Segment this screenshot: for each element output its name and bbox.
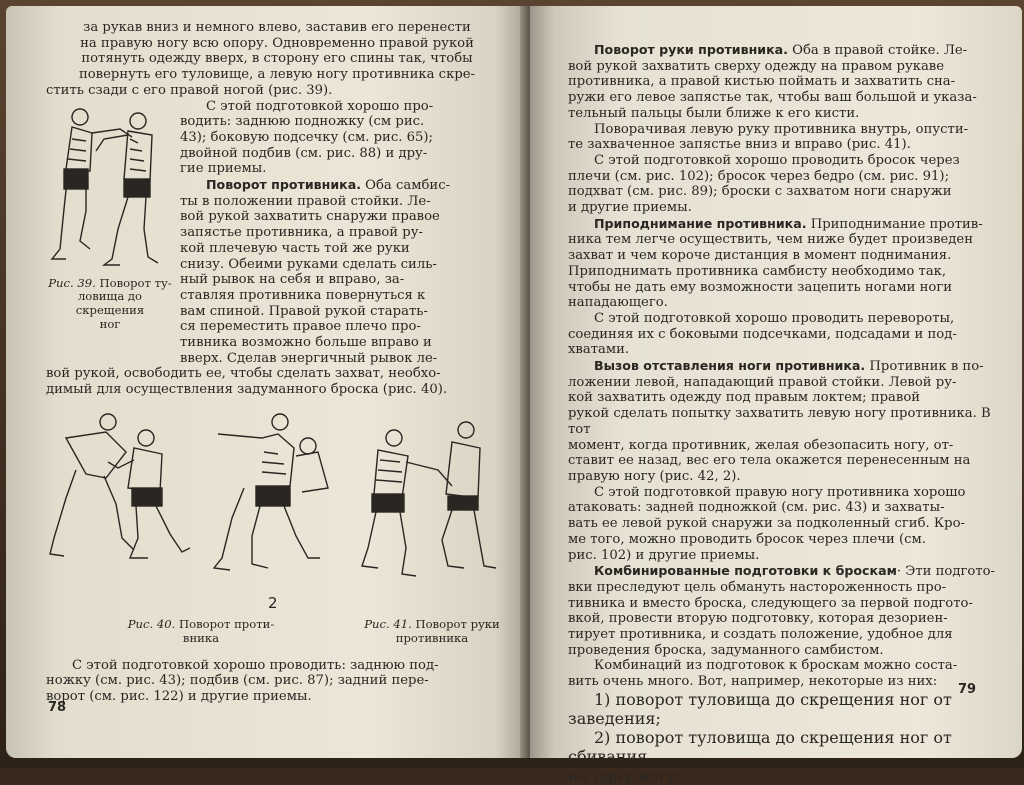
- text-line: димый для осуществления задуманного броска (рис. 40).: [46, 382, 448, 398]
- paragraph: [568, 311, 1004, 358]
- text-line: кой плечевую часть той же руки: [180, 240, 410, 256]
- paragraph: [568, 122, 1004, 153]
- figure-39-block: [46, 99, 508, 367]
- text-line: ты в положении правой стойки. Ле-: [180, 193, 431, 209]
- text-line: С этой подготовкой правую ногу противника хорошо: [594, 484, 966, 500]
- section-title: Вызов отставления ноги противника.: [594, 358, 866, 374]
- text-line: снизу. Обеими руками сделать силь-: [180, 256, 437, 272]
- text-line: нападающего.: [568, 295, 668, 311]
- text-line: ружи его левое запястье так, чтобы ваш большой и указа-: [568, 90, 977, 106]
- figure-39-illustration: [46, 99, 174, 277]
- caption-text: противника: [395, 630, 469, 645]
- list-item: 1) поворот туловища до скрещения ног от заведения;: [568, 689, 952, 728]
- paragraph-leg-withdrawal: [568, 358, 1004, 485]
- text-line: хватами.: [568, 342, 630, 358]
- text-line: захват и чем короче дистанция в момент поднимания.: [568, 248, 952, 264]
- figure-41-illustration: [356, 408, 508, 616]
- figure-40-41-captions: [46, 618, 508, 646]
- text-line: Комбинаций из подготовок к броскам можно соста-: [594, 658, 958, 674]
- section-heading-line: [568, 563, 1004, 580]
- text-line: на правую ногу всю опору. Одновременно правой рукой: [80, 35, 474, 51]
- section-heading-line: [568, 358, 1004, 375]
- text-line: ставит ее назад, вес его тела окажется перенесенным на: [568, 453, 971, 469]
- left-bottom-paragraph: [46, 658, 508, 705]
- text-line: рис. 102) и другие приемы.: [568, 547, 760, 563]
- text-line: ножку (см. рис. 43); подбив (см. рис. 87); задний пере-: [46, 673, 429, 689]
- text-line: те захваченное запястье вниз и вправо (рис. 41).: [568, 137, 911, 153]
- text-line: атаковать: задней подножкой (см. рис. 43) и захваты-: [568, 500, 945, 516]
- text-line: вой рукой захватить сверху одежду на правом рукаве: [568, 58, 945, 74]
- text-line: правую ногу (рис. 42, 2).: [568, 468, 741, 484]
- text-line: тирует противника, и создать положение, удобное для: [568, 627, 953, 643]
- caption-text: Поворот ту-: [95, 275, 172, 290]
- section-title: Поворот руки противника.: [594, 42, 788, 57]
- caption-number: Рис. 39.: [48, 275, 96, 290]
- caption-text: Поворот проти-: [175, 616, 275, 631]
- caption-text: вника: [182, 630, 220, 645]
- text-line: ника тем легче осуществить, чем ниже будет произведен: [568, 232, 974, 248]
- page-number: 78: [48, 700, 67, 715]
- paragraph-lifting: [568, 216, 1004, 311]
- caption-text: ног: [99, 317, 121, 332]
- page-number: 79: [958, 682, 977, 697]
- text-line: ложении левой, нападающий правой стойки. Левой ру-: [568, 374, 957, 390]
- text-line: вить очень много. Вот, например, некоторые из них:: [568, 674, 938, 690]
- caption-number: Рис. 40.: [127, 616, 176, 631]
- text-run: Оба самбис-: [360, 178, 451, 194]
- text-line: ся переместить правое плечо про-: [180, 319, 421, 335]
- text-line: С этой подготовкой хорошо проводить: заднюю под-: [72, 657, 439, 673]
- section-heading-line: [568, 216, 1004, 233]
- text-line: Поворачивая левую руку противника внутрь, опусти-: [594, 121, 969, 137]
- wrapped-text-column: [174, 99, 508, 367]
- text-line: проведения броска, задуманного самбистом.: [568, 642, 884, 658]
- figures-40-41: [46, 408, 508, 616]
- text-line: кой захватить одежду под правым локтем; правой: [568, 390, 921, 406]
- text-line: вать ее левой рукой снаружи за подколенный сгиб. Кро-: [568, 516, 965, 532]
- section-title: Приподнимание противника.: [594, 215, 807, 231]
- text-line: тельный пальцы были ближе к его кисти.: [568, 105, 860, 121]
- combinations-list: [568, 690, 1004, 785]
- text-line: ный рывок на себя и вправо, за-: [180, 272, 405, 288]
- section-title: Поворот противника.: [206, 177, 361, 193]
- text-line: С этой подготовкой хорошо проводить перевороты,: [594, 310, 955, 326]
- text-line: вки преследуют цель обмануть настороженность про-: [568, 579, 947, 595]
- text-line: вам спиной. Правой рукой старать-: [180, 303, 428, 319]
- text-line: подхват (см. рис. 89); броски с захватом ноги снаружи: [568, 184, 952, 200]
- list-item: 2) поворот туловища до скрещения ног от сбивания: [568, 727, 952, 766]
- text-line: вверх. Сделав энергичный рывок ле-: [180, 350, 438, 366]
- section-heading-line: [180, 177, 508, 194]
- paragraph-arm-turn: [568, 42, 1004, 122]
- right-page: [530, 6, 1022, 785]
- text-line: соединяя их с боковыми подсечками, подсадами и под-: [568, 326, 957, 342]
- text-line: потянуть одежду вверх, в сторону его спины так, чтобы: [81, 51, 473, 67]
- text-line: водить: заднюю подножку (см рис.: [180, 114, 425, 130]
- text-line: двойной подбив (см. рис. 88) и дру-: [180, 145, 428, 161]
- list-item: на одну ногу;: [568, 765, 682, 785]
- text-line: 43); боковую подсечку (см. рис. 65);: [180, 129, 433, 145]
- text-line: вой рукой, освободить ее, чтобы сделать захват, необхо-: [46, 366, 441, 382]
- text-line: ставляя противника повернуться к: [180, 287, 426, 303]
- paragraph: [568, 485, 1004, 564]
- text-line: противника, а правой кистью поймать и захватить сна-: [568, 74, 956, 90]
- figure-40-caption: [46, 618, 356, 646]
- text-line: вой рукой захватить снаружи правое: [180, 209, 440, 225]
- caption-text: Поворот руки: [411, 616, 500, 631]
- text-line: гие приемы.: [180, 161, 267, 177]
- text-line: запястье противника, а правой ру-: [180, 225, 423, 241]
- text-run: Оба в правой стойке. Ле-: [787, 43, 968, 58]
- text-run: · Эти подгото-: [896, 564, 996, 580]
- figure-40-label-2: 2: [268, 593, 278, 612]
- figure-39-caption: [46, 277, 174, 333]
- figure-39: [46, 99, 174, 367]
- left-page: [6, 6, 526, 758]
- paragraph-combined-preparations: [568, 563, 1004, 658]
- caption-text: ловища до скрещения: [75, 289, 145, 318]
- text-run: Противник в по-: [865, 359, 984, 375]
- caption-number: Рис. 41.: [364, 616, 412, 631]
- section-title: Комбинированные подготовки к броскам: [594, 563, 897, 579]
- text-line: ворот (см. рис. 122) и другие приемы.: [46, 689, 312, 705]
- paragraph: [568, 153, 1004, 216]
- text-line: чтобы не дать ему возможности зацепить ногами ноги: [568, 279, 953, 295]
- figure-40-illustration: [46, 408, 356, 616]
- text-line: за рукав вниз и немного влево, заставив его перенести: [83, 20, 471, 35]
- text-line: тивника возможно больше вправо и: [180, 335, 432, 351]
- text-line: и другие приемы.: [568, 200, 692, 216]
- text-line: повернуть его туловище, а левую ногу противника скре-: [78, 67, 476, 83]
- text-line: С этой подготовкой хорошо проводить бросок через: [594, 152, 960, 168]
- text-run: Приподнимание против-: [806, 216, 983, 232]
- text-line: момент, когда противник, желая обезопасить ногу, от-: [568, 437, 954, 453]
- figure-41-caption: [356, 618, 508, 646]
- text-line: вкой, провести вторую подготовку, которая дезориен-: [568, 611, 948, 627]
- paragraph: [568, 658, 1004, 689]
- left-top-paragraph: [46, 20, 508, 99]
- text-line: тивника и вместо броска, следующего за первой подгото-: [568, 595, 973, 611]
- text-line: Приподнимать противника самбисту необходимо так,: [568, 263, 947, 279]
- text-line: плечи (см. рис. 102); бросок через бедро (см. рис. 91);: [568, 168, 950, 184]
- text-line: стить сзади с его правой ногой (рис. 39).: [46, 82, 333, 98]
- text-line: ме того, можно проводить бросок через плечи (см.: [568, 531, 926, 547]
- text-line: С этой подготовкой хорошо про-: [206, 98, 434, 114]
- section-heading-line: [568, 42, 1004, 59]
- text-line: рукой сделать попытку захватить левую ногу противника. В тот: [568, 406, 991, 437]
